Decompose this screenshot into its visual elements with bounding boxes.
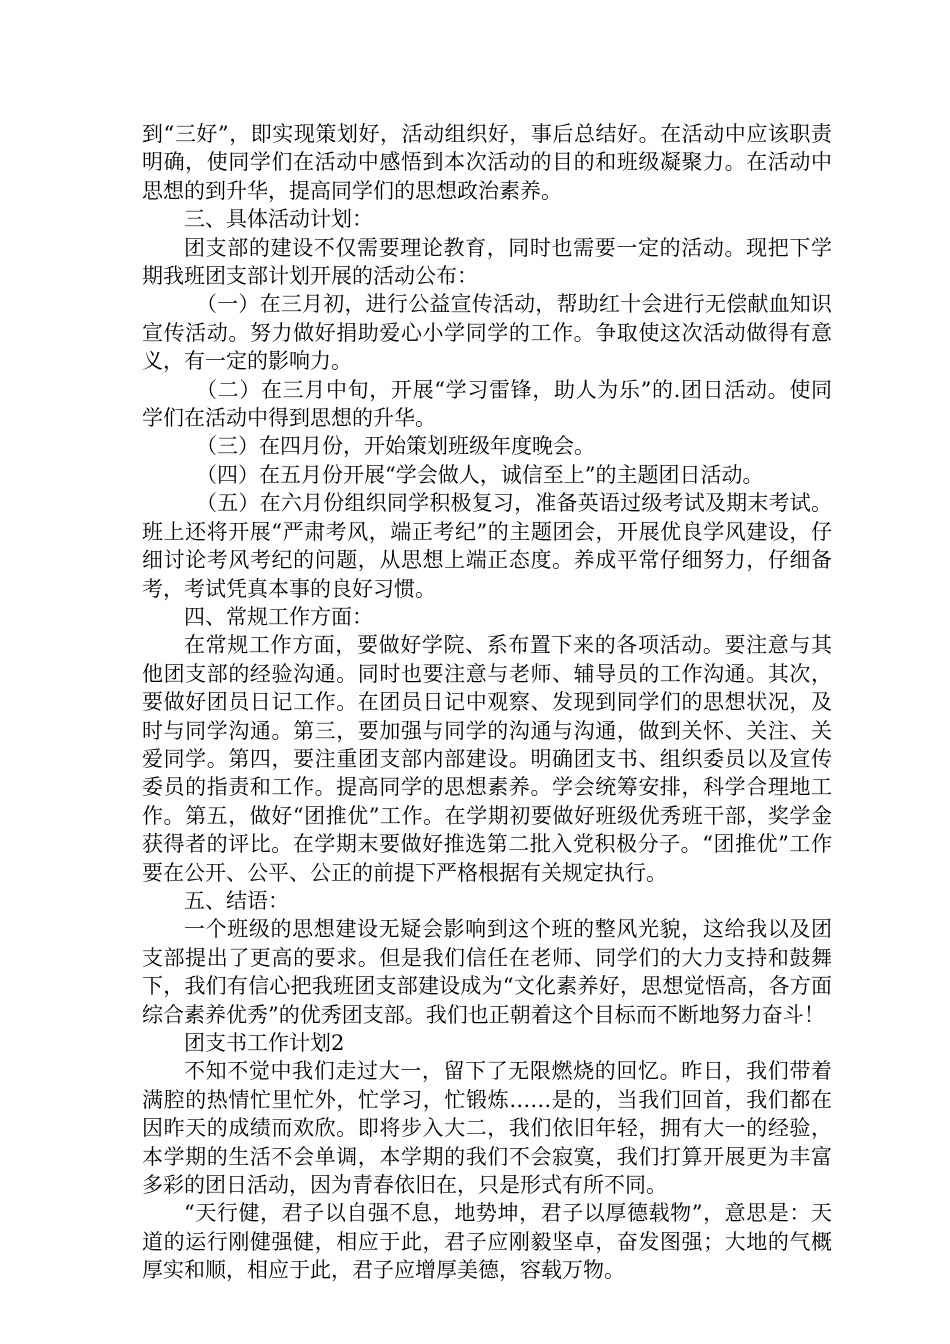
paragraph-conclusion: 一个班级的思想建设无疑会影响到这个班的整风光貌，这给我以及团支部提出了更高的要求。但是我们信任在老师、同学们的大力支持和鼓舞下，我们有信心把我班团支部建设成为“文化素养好，思想觉悟高，各方面综合素养优秀”的优秀团支部。我们也正朝着这个目标而不断地努力奋斗！ xyxy=(142,917,832,1027)
heading-work-plan-2: 团支书工作计划2 xyxy=(184,1031,345,1055)
list-item-activity-1: （一）在三月初，进行公益宣传活动，帮助红十会进行无偿献血知识宣传活动。努力做好捐助爱心小学同学的工作。争取使这次活动做得有意义，有一定的影响力。 xyxy=(142,292,832,374)
section-heading-routine-work: 四、常规工作方面： xyxy=(184,604,373,629)
list-item-activity-5: （五）在六月份组织同学积极复习，准备英语过级考试及期末考试。班上还将开展“严肃考风，端正考纪”的主题团会，开展优良学风建设，仔细讨论考风考纪的问题，从思想上端正态度。养成平常仔细努力，仔细备考，考试凭真本事的良好习惯。 xyxy=(142,491,832,601)
paragraph-plan-2-intro: 不知不觉中我们走过大一，留下了无限燃烧的回忆。昨日，我们带着满腔的热情忙里忙外，忙学习，忙锻炼……是的，当我们回首，我们都在因昨天的成绩而欢欣。即将步入大二，我们依旧年轻，拥有大一的经验，本学期的生活不会单调，本学期的我们不会寂寞，我们打算开展更为丰富多彩的团日活动，因为青春依旧在，只是形式有所不同。 xyxy=(142,1059,832,1198)
paragraph-activity-plan-intro: 团支部的建设不仅需要理论教育，同时也需要一定的活动。现把下学期我班团支部计划开展的活动公布： xyxy=(142,235,832,289)
paragraph-routine-work: 在常规工作方面，要做好学院、系布置下来的各项活动。要注意与其他团支部的经验沟通。同时也要注意与老师、辅导员的工作沟通。其次，要做好团员日记工作。在团员日记中观察、发现到同学们的思想状况，及时与同学沟通。第三，要加强与同学的沟通与沟通，做到关怀、关注、关爱同学。第四，要注重团支部内部建设。明确团支书、组织委员以及宣传委员的指责和工作。提高同学的思想素养。学会统筹安排，科学合理地工作。第五，做好“团推优”工作。在学期初要做好班级优秀班干部，奖学金获得者的评比。在学期末要做好推选第二批入党积极分子。“团推优”工作要在公开、公平、公正的前提下严格根据有关规定执行。 xyxy=(142,633,832,885)
section-heading-conclusion: 五、结语： xyxy=(184,888,289,913)
paragraph-intro-continued: 到“三好”，即实现策划好，活动组织好，事后总结好。在活动中应该职责明确，使同学们在活动中感悟到本次活动的目的和班级凝聚力。在活动中思想的到升华，提高同学们的思想政治素养。 xyxy=(142,122,832,203)
section-heading-activity-plan: 三、具体活动计划： xyxy=(184,207,373,232)
paragraph-plan-2-quote: “天行健，君子以自强不息，地势坤，君子以厚德载物”，意思是：天道的运行刚健强健，相应于此，君子应刚毅坚卓，奋发图强；大地的气概厚实和顺，相应于此，君子应增厚美德，容载万物。 xyxy=(142,1201,832,1283)
document-body xyxy=(142,120,832,1285)
list-item-activity-4: （四）在五月份开展“学会做人，诚信至上”的主题团日活动。 xyxy=(196,462,764,487)
list-item-activity-2: （二）在三月中旬，开展“学习雷锋，助人为乐”的.团日活动。使同学们在活动中得到思想的升华。 xyxy=(142,377,832,431)
list-item-activity-3: （三）在四月份，开始策划班级年度晚会。 xyxy=(196,434,595,459)
